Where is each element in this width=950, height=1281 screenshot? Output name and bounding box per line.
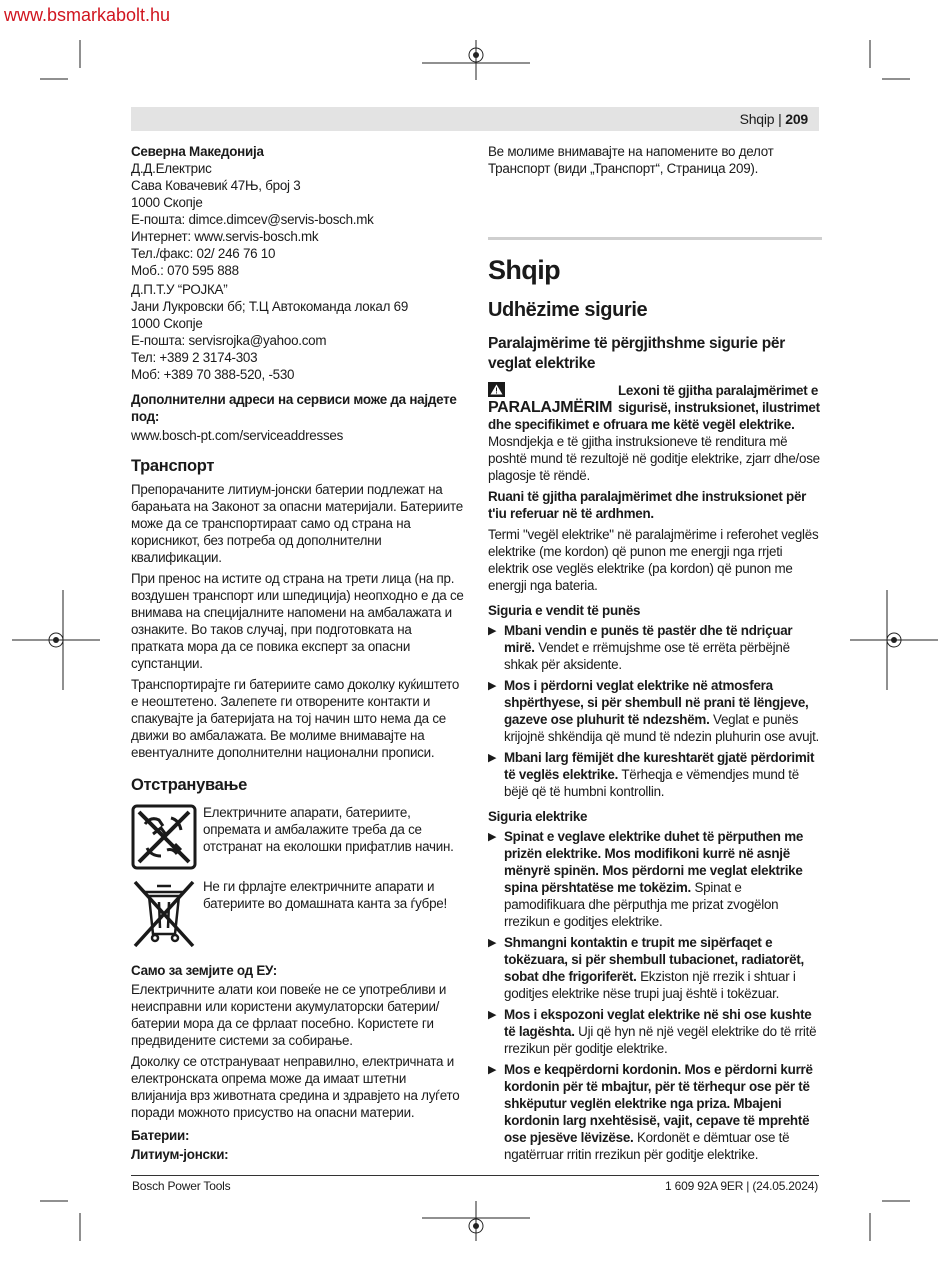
list-item (488, 749, 822, 800)
transport-paragraph: При пренос на истите од страна на трети лица (на пр. воздушен транспорт или шпедиција) неопходно е да се внимава на специјалните напомени на амбалажата и ознаките. Во таков случај, при подготовката на пратката мора да се повика експерт за опасни супстанции. (131, 571, 464, 671)
item-text: Vendet e rrëmujshme ose të errëta përbëjnë shkak për aksidente. (504, 640, 790, 672)
transport-paragraph: Транспортирајте ги батериите само доколку куќиштето е неоштетено. Залепете ги отворените контакти и спакувајте ја батеријата на тој начин што нема да се движи во амбалажата. Ве молиме внимавајте на евентуалните дополнителни национални прописи. (131, 677, 460, 760)
footer-doc-id: 1 609 92A 9ER | (24.05.2024) (665, 1179, 818, 1193)
electrical-safety-list (488, 828, 822, 1163)
safety-instructions-title: Udhëzime sigurie (488, 299, 648, 321)
triangle-right-icon: ▶ (488, 937, 497, 949)
contact1-line: Моб.: 070 595 888 (131, 263, 239, 278)
contact-block-2 (131, 281, 465, 383)
item-bold: Shmangni kontaktin e trupit me sipërfaqet e tokëzuara, si për shembull tubacionet, radiatorët, sobat dhe frigoriferët. (504, 935, 805, 984)
work-area-list (488, 622, 822, 800)
warning-word: PARALAJMËRIM (488, 399, 613, 416)
item-bold: Mbani vendin e punës të pastër dhe të ndriçuar mirë. (504, 623, 793, 655)
triangle-right-icon: ▶ (488, 1064, 497, 1076)
list-item (488, 934, 822, 1002)
electrical-safety-heading: Siguria elektrike (488, 809, 588, 824)
language-title: Shqip (488, 255, 560, 285)
contact-country-heading: Северна Македонија (131, 144, 264, 159)
left-column (131, 143, 465, 1167)
disposal-heading: Отстранување (131, 776, 247, 794)
service-addresses-link[interactable]: www.bosch-pt.com/serviceaddresses (131, 428, 344, 443)
item-bold: Mos e keqpërdorni kordonin. Mos e përdorni kurrë kordonin për të mbajtur, për të tërhequr ose për të shkëputur veglën elektrike nga priza. Mbajeni kordonin larg nxehtësisë, vajit, cepave të mprehtë ose pjesëve lëvizëse. (504, 1062, 813, 1145)
list-item (488, 622, 822, 673)
transport-heading: Транспорт (131, 457, 215, 475)
item-text: Tërheqja e vëmendjes mund të bëjë që të humbni kontrollin. (504, 767, 799, 799)
contact2-line: Моб: +389 70 388-520, -530 (131, 367, 295, 382)
contact1-line: Д.Д.Електрис (131, 161, 212, 176)
transport-paragraph: Препорачаните литиум-јонски батерии подлежат на барањата на Законот за опасни материјали. Батериите може да се транспортираат само од страна на корисникот, без потреба од дополнителни квалификации. (131, 482, 463, 565)
section-divider (488, 237, 822, 240)
watermark-link[interactable]: www.bsmarkabolt.hu (4, 5, 171, 25)
header-section: Shqip (739, 111, 775, 127)
term-definition: Termi "vegël elektrike" në paralajmërime i referohet veglës elektrike (me kordon) që punon me energji nga rrjeti elektrik ose veglës elektrike (pa kordon) që punon me energji nga bateria. (488, 527, 819, 593)
contact2-line: 1000 Скопје (131, 316, 203, 331)
keep-instructions-text: Ruani të gjitha paralajmërimet dhe instruksionet për t'iu referuar në të ardhmen. (488, 489, 807, 521)
item-bold: Mbani larg fëmijët dhe kureshtarët gjatë përdorimit të veglës elektrike. (504, 750, 815, 782)
contact1-line: Тел./факс: 02/ 246 76 10 (131, 246, 276, 261)
page-number: 209 (785, 111, 808, 127)
work-area-heading: Siguria e vendit të punës (488, 603, 641, 618)
list-item (488, 828, 822, 930)
item-text: Kordonët e dëmtuar ose të ngatërruar rritin rrezikun për goditje elektrike. (504, 1130, 790, 1162)
disposal-bin-row (131, 878, 465, 950)
no-household-waste-icon (131, 804, 197, 870)
item-bold: Mos i ekspozoni veglat elektrike në shi ose kushte të lagështa. (504, 1007, 812, 1039)
contact-block-1 (131, 143, 465, 279)
liion-label: Литиум-јонски: (131, 1147, 229, 1162)
list-item (488, 677, 822, 745)
general-warnings-title: Paralajmërime të përgjithshme sigurie për veglat elektrike (488, 335, 785, 372)
warning-triangle-icon (488, 382, 505, 397)
right-column (488, 143, 822, 1167)
item-text: Uji që hyn në një vegël elektrike do të rritë rrezikun për goditje elektrike. (504, 1024, 817, 1056)
warning-bold-text: Lexoni të gjitha paralajmërimet e sigurisë, instruksionet, ilustrimet dhe specifikimet e ofruara me këtë vegël elektrike. (488, 383, 820, 432)
batteries-label: Батерии: (131, 1128, 190, 1143)
page-header-text (740, 111, 808, 127)
triangle-right-icon: ▶ (488, 752, 497, 764)
transport-note: Ве молиме внимавајте на напомените во делот Транспорт (види „Транспорт“, Страница 209). (488, 144, 774, 176)
eu-only-heading: Само за земјите од ЕУ: (131, 963, 278, 978)
warning-label (488, 382, 616, 416)
more-addresses-label: Дополнителни адреси на сервиси може да најдете под: (131, 392, 457, 424)
contact2-email[interactable]: E-пошта: servisrojka@yahoo.com (131, 333, 327, 348)
triangle-right-icon: ▶ (488, 1009, 497, 1021)
list-item (488, 1061, 822, 1163)
item-bold: Mos i përdorni veglat elektrike në atmosfera shpërthyese, si për shembull në prani të lëngjeve, gazeve ose pluhurit të ndezshëm. (504, 678, 809, 727)
contact1-line: 1000 Скопје (131, 195, 203, 210)
triangle-right-icon: ▶ (488, 680, 497, 692)
page-footer (131, 1175, 819, 1193)
contact1-website[interactable]: Интернет: www.servis-bosch.mk (131, 229, 319, 244)
header-separator: | (778, 111, 782, 127)
contact2-line: Јани Лукровски бб; Т.Ц Автокоманда локал 69 (131, 299, 409, 314)
contact2-line: Д.П.Т.У “РОЈКА” (131, 282, 228, 297)
triangle-right-icon: ▶ (488, 625, 497, 637)
item-text: Spinat e pamodifikuara dhe përputhja me prizat zvogëlon rrezikun e goditjes elektrike. (504, 880, 779, 929)
page-header-bar (131, 107, 819, 131)
item-bold: Spinat e veglave elektrike duhet të përputhen me prizën elektrike. Mos modifikoni kurrë në asnjë mënyrë spinën. Mos përdorni me veglat elektrike spina përshtatëse me tokëzim. (504, 829, 804, 895)
crossed-out-wheelie-bin-icon (131, 878, 197, 950)
eu-paragraph: Електричните алати кои повеќе не се употребливи и неисправни или користени акумулаторски батерии/ батерии мора да се фрлаат посебно. Користете ги предвидените системи за собирање. (131, 982, 447, 1048)
footer-brand: Bosch Power Tools (132, 1179, 231, 1193)
list-item (488, 1006, 822, 1057)
triangle-right-icon: ▶ (488, 831, 497, 843)
contact1-line: Сава Ковачевиќ 47Њ, број 3 (131, 178, 301, 193)
contact1-email[interactable]: E-пошта: dimce.dimcev@servis-bosch.mk (131, 212, 374, 227)
warning-block (488, 382, 822, 484)
disposal-text: Електричните апарати, батериите, опремата и амбалажите треба да се отстранат на еколошки прифатлив начин. (203, 805, 454, 854)
warning-normal-text: Mosndjekja e të gjitha instruksioneve të renditura më poshtë mund të rezultojë në goditje elektrike, zjarr dhe/ose plagosje të rëndë. (488, 434, 820, 483)
disposal-recycle-row (131, 804, 465, 870)
item-text: Ekziston një rrezik i shtuar i goditjes elektrike nëse trupi juaj është i tokëzuar. (504, 969, 796, 1001)
disposal-warning-text: Не ги фрлајте електричните апарати и батериите во домашната канта за ѓубре! (203, 879, 447, 911)
item-text: Veglat e punës krijojnë shkëndija që mund të ndezin pluhurin ose avujt. (504, 712, 820, 744)
contact2-line: Тел: +389 2 3174-303 (131, 350, 258, 365)
eu-paragraph: Доколку се отстрануваат неправилно, електричната и електронската опрема може да имаат штетни влијанија врз животната средина и здравјето на луѓето поради можното присуство на опасни материи. (131, 1054, 460, 1120)
